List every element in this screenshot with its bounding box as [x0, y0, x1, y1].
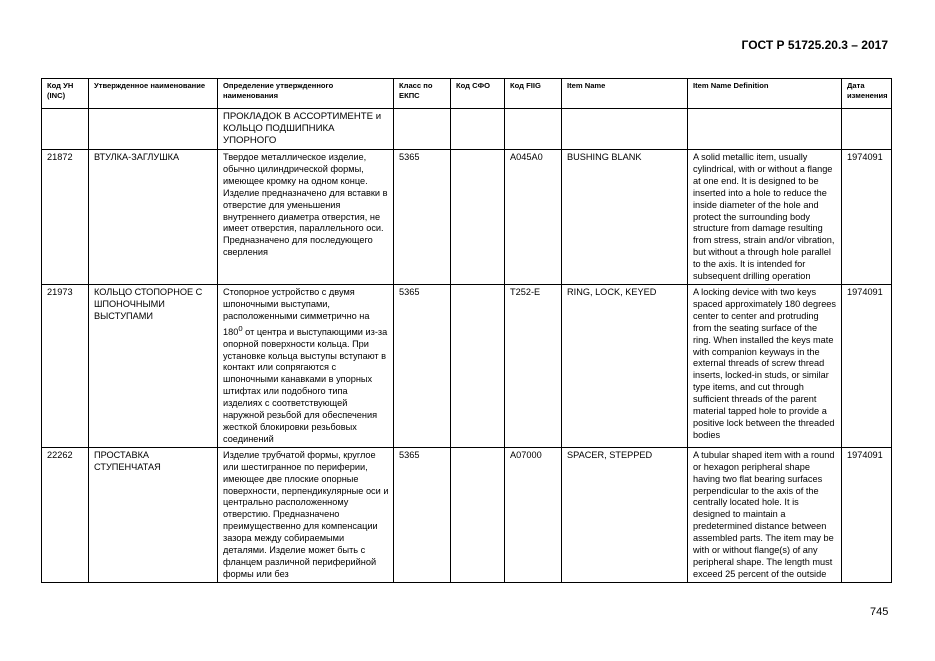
cell-item-name-definition: A locking device with two keys spaced approximately 180 degrees center to center and protruding from the seating surface of the ring. When installed the keys mate with companion keyways in the external threads of screw thread inserts, locked-in studs, or similar type items, and cut through sufficient threads of the parent material tapped hole to provide a positive lock between the threaded bodies: [688, 284, 842, 447]
cell-definition: Твердое металлическое изделие, обычно цилиндрической формы, имеющее кромку на одном конце. Изделие предназначено для вставки в отверстие для уменьшения внутреннего диаметра отверстия, не имеет отверстия, параллельного оси. Предназначено для последующего сверления: [218, 150, 394, 285]
cell-item-name-definition: [688, 109, 842, 150]
cell-approved-name: ВТУЛКА-ЗАГЛУШКА: [89, 150, 218, 285]
header-definition: Определение утвержденного наименования: [218, 79, 394, 109]
cell-item-name: SPACER, STEPPED: [562, 447, 688, 582]
cell-item-name: BUSHING BLANK: [562, 150, 688, 285]
cell-definition: Изделие трубчатой формы, круглое или шестигранное по периферии, имеющее две плоские опорные поверхности, перпендикулярные оси и центрально расположенному отверстию. Предназначено преимущественно для компенсации зазора между собираемыми деталями. Изделие может быть с фланцем различной периферийной формы или без: [218, 447, 394, 582]
cell-class-ekps: 5365: [394, 150, 451, 285]
cell-code-sfo: [451, 150, 505, 285]
table-header-row: [42, 79, 892, 109]
header-class-ekps: Класс по ЕКПС: [394, 79, 451, 109]
cell-definition: ПРОКЛАДОК В АССОРТИМЕНТЕ и КОЛЬЦО ПОДШИПНИКА УПОРНОГО: [218, 109, 394, 150]
header-approved-name: Утвержденное наименование: [89, 79, 218, 109]
table-row-continuation: [42, 109, 892, 150]
header-item-name: Item Name: [562, 79, 688, 109]
cell-code-sfo: [451, 109, 505, 150]
cell-item-name: RING, LOCK, KEYED: [562, 284, 688, 447]
cell-definition: [218, 284, 394, 447]
document-standard-number: ГОСТ Р 51725.20.3 – 2017: [741, 38, 888, 52]
degree-superscript: 0: [238, 323, 243, 333]
table-row: [42, 447, 892, 582]
page-number: 745: [870, 606, 889, 618]
cell-code-un: 22262: [42, 447, 89, 582]
cell-change-date: 1974091: [842, 284, 892, 447]
header-code-fiig: Код FIIG: [505, 79, 562, 109]
cell-code-un: 21973: [42, 284, 89, 447]
cell-approved-name: КОЛЬЦО СТОПОРНОЕ С ШПОНОЧНЫМИ ВЫСТУПАМИ: [89, 284, 218, 447]
header-code-un: Код УН (INC): [42, 79, 89, 109]
cell-change-date: 1974091: [842, 447, 892, 582]
cell-change-date: 1974091: [842, 150, 892, 285]
definition-text-part: от центра и выступающими из-за опорной поверхности кольца. При установке кольца выступы вступают в контакт или сопрягаются с шпоночными канавками в упорных штифтах или подобного типа изделиях с соответствующей наружной резьбой для обеспечения жесткой блокировки резьбовых соединений: [223, 326, 388, 444]
cell-item-name: [562, 109, 688, 150]
cell-code-un: [42, 109, 89, 150]
cell-code-fiig: T252-E: [505, 284, 562, 447]
cell-item-name-definition: A tubular shaped item with a round or hexagon peripheral shape having two flat bearing surfaces perpendicular to the axis of the centrally located hole. It is designed to maintain a predetermined distance between assembled parts. The item may be with or without flange(s) of any peripheral shape. The length must exceed 25 percent of the outside: [688, 447, 842, 582]
cell-class-ekps: [394, 109, 451, 150]
cell-code-sfo: [451, 447, 505, 582]
cell-code-fiig: [505, 109, 562, 150]
cell-class-ekps: 5365: [394, 284, 451, 447]
cell-approved-name: ПРОСТАВКА СТУПЕНЧАТАЯ: [89, 447, 218, 582]
header-code-sfo: Код СФО: [451, 79, 505, 109]
cell-change-date: [842, 109, 892, 150]
cell-approved-name: [89, 109, 218, 150]
cell-code-un: 21872: [42, 150, 89, 285]
classification-table: [41, 78, 892, 583]
cell-class-ekps: 5365: [394, 447, 451, 582]
table-row: [42, 150, 892, 285]
cell-item-name-definition: A solid metallic item, usually cylindrical, with or without a flange at one end. It is designed to be inserted into a hole to reduce the inside diameter of the hole and protect the surrounding body structure from damage resulting from stress, strain and/or vibration, but without a through hole parallel to the axis. It is intended for subsequent drilling operation: [688, 150, 842, 285]
header-change-date: Дата изменения: [842, 79, 892, 109]
cell-code-sfo: [451, 284, 505, 447]
cell-code-fiig: A045A0: [505, 150, 562, 285]
header-item-name-definition: Item Name Definition: [688, 79, 842, 109]
cell-code-fiig: A07000: [505, 447, 562, 582]
definition-text-part: Стопорное устройство с двумя шпоночными выступами, расположенными симметрично на 180: [223, 286, 370, 337]
table-row: [42, 284, 892, 447]
